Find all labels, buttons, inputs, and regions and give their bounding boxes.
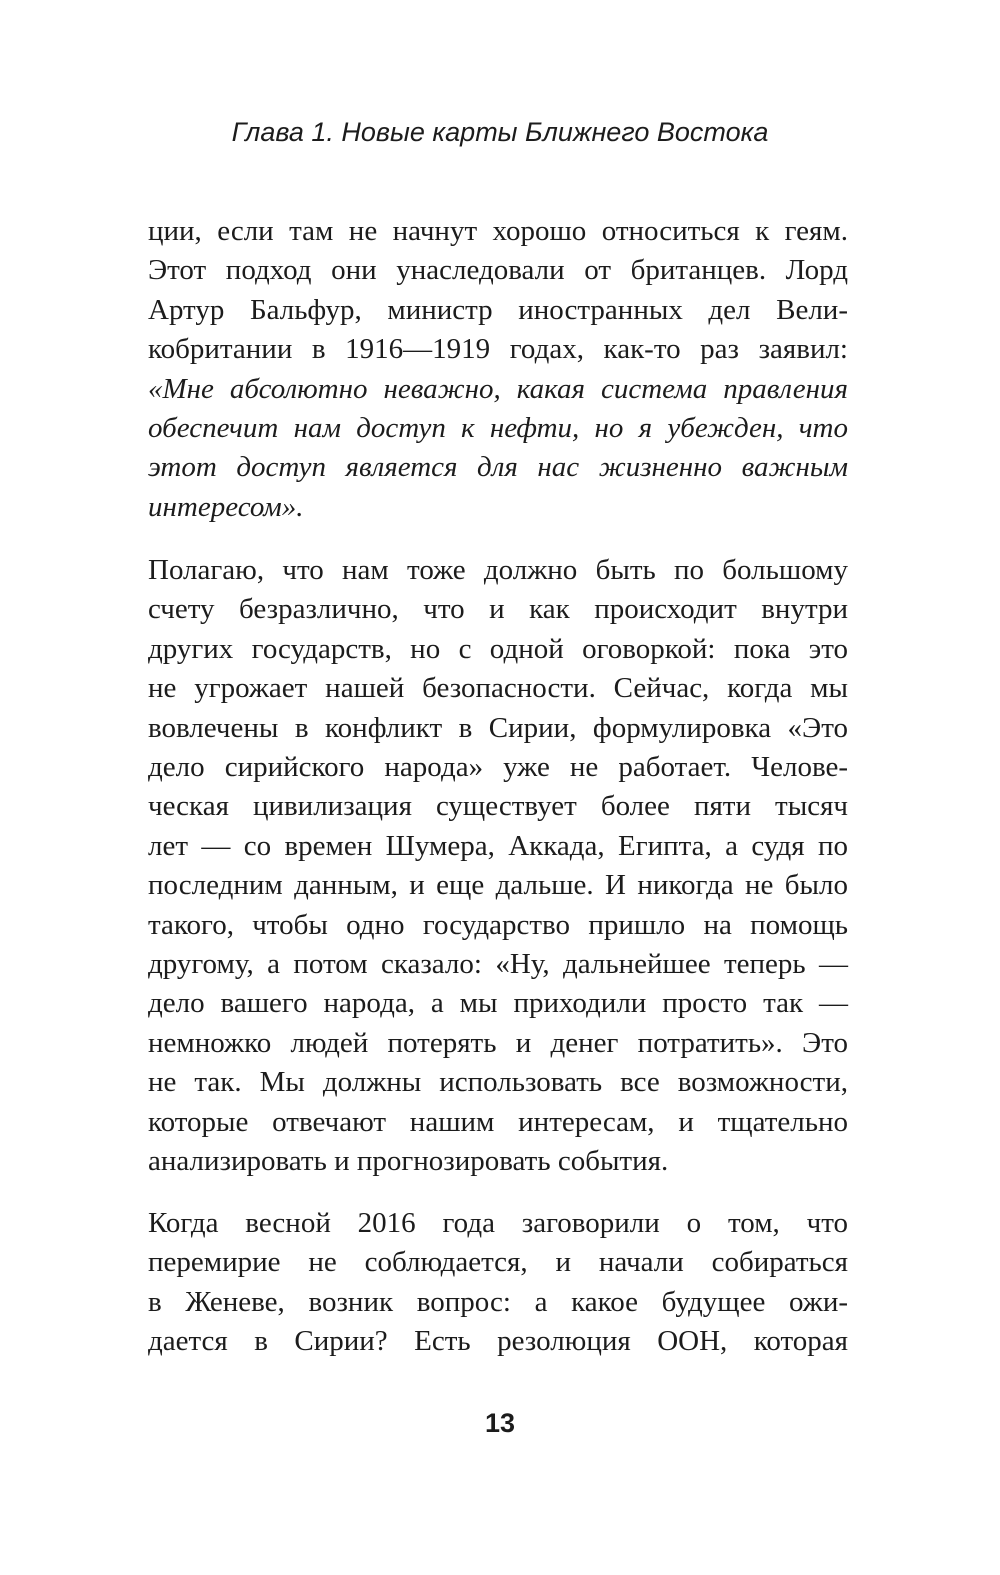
text-line: немножко людей потерять и денег потратить». Это xyxy=(148,1026,848,1059)
paragraph-2 xyxy=(148,551,848,1182)
text-line: других государств, но с одной оговоркой: пока это xyxy=(148,632,848,665)
text-line: ческая цивилизация существует более пяти тысяч xyxy=(148,790,848,823)
text-line: дело вашего народа, а мы приходили просто так — xyxy=(148,987,848,1020)
text-line: не угрожает нашей безопасности. Сейчас, когда мы xyxy=(148,672,848,705)
text-line: ции, если там не начнут хорошо относиться к геям. xyxy=(148,215,848,247)
text-line: Когда весной 2016 года заговорили о том, что xyxy=(148,1207,848,1239)
quote-text: «Мне абсолютно неважно, какая система правления xyxy=(148,372,848,405)
quote-line xyxy=(148,370,848,409)
text-line: последним данным, и еще дальше. И никогда не было xyxy=(148,869,848,902)
quote-line xyxy=(148,448,848,487)
text-line: в Женеве, возник вопрос: а какое будущее ожи- xyxy=(148,1285,848,1318)
quote-text: интересом». xyxy=(148,490,304,523)
text-line: анализировать и прогнозировать события. xyxy=(148,1145,669,1178)
quote-line xyxy=(148,409,848,448)
quote-line xyxy=(148,488,848,527)
text-line: кобритании в 1916—1919 годах, как-то раз заявил: xyxy=(148,333,848,366)
text-line: Этот подход они унаследовали от британцев. Лорд xyxy=(148,254,848,287)
text-line: перемирие не соблюдается, и начали собираться xyxy=(148,1246,848,1279)
paragraph-1 xyxy=(148,212,848,527)
text-line: Артур Бальфур, министр иностранных дел Вели- xyxy=(148,293,848,326)
text-line: вовлечены в конфликт в Сирии, формулировка «Это xyxy=(148,711,848,744)
text-line: другому, а потом сказало: «Ну, дальнейшее теперь — xyxy=(148,948,848,981)
running-header: Глава 1. Новые карты Ближнего Востока xyxy=(231,117,769,147)
text-line: лет — со времен Шумера, Аккада, Египта, а судя по xyxy=(148,829,848,862)
text-line: дается в Сирии? Есть резолюция ООН, которая xyxy=(148,1325,848,1358)
text-line: которые отвечают нашим интересам, и тщательно xyxy=(148,1105,848,1138)
page-number: 13 xyxy=(484,1408,516,1438)
paragraph-3 xyxy=(148,1204,848,1362)
text-line: дело сирийского народа» уже не работает. Челове- xyxy=(148,751,848,784)
quote-text: этот доступ является для нас жизненно важным xyxy=(148,451,848,484)
text-line: не так. Мы должны использовать все возможности, xyxy=(148,1066,848,1099)
quote-text: обеспечит нам доступ к нефти, но я убежден, что xyxy=(148,412,848,445)
text-line: Полагаю, что нам тоже должно быть по большому xyxy=(148,554,848,586)
text-line: такого, чтобы одно государство пришло на помощь xyxy=(148,908,848,941)
text-line: счету безразлично, что и как происходит внутри xyxy=(148,593,848,626)
